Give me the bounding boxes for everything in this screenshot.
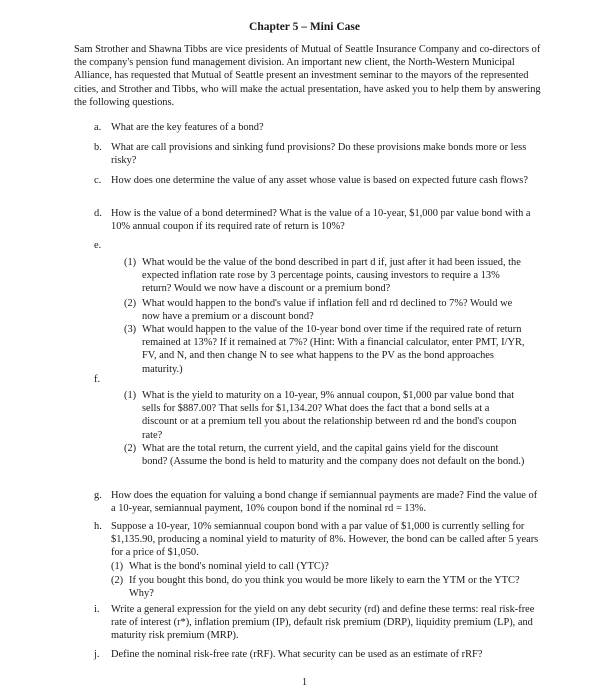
question-i-label: i. — [94, 604, 100, 615]
sub-text: What is the yield to maturity on a 10-year, 9% annual coupon, $1,000 par value bond that sells for $887.00? That sells for $1,134.20? What does the fact that a bond sells at a discount or at a premium tell you about the relationship between rd and the bond's coupon rate? — [142, 390, 517, 441]
question-g-label: g. — [94, 490, 102, 501]
sub-number: (1) — [111, 561, 124, 572]
sub-text: What would happen to the value of the 10-year bond over time if the required rate of return remained at 13%? If it remained at 7%? (Hint: With a financial calculator, enter PMT, I/YR, FV, and N, and then change N to see what happens to the PV as the bond approaches maturity.) — [142, 324, 525, 375]
question-h-label: h. — [94, 521, 102, 532]
question-c-label: c. — [94, 175, 102, 186]
sub-number: (3) — [124, 324, 137, 335]
question-a-text: What are the key features of a bond? — [111, 122, 264, 133]
sub-text: What are the total return, the current yield, and the capital gains yield for the discount bond? (Assume the bond is held to maturity and the company does not default on the bond.) — [142, 443, 525, 468]
sub-number: (2) — [124, 443, 137, 454]
question-e-label: e. — [94, 240, 102, 251]
sub-number: (1) — [124, 390, 137, 401]
sub-text: If you bought this bond, do you think you would be more likely to earn the YTM or the YTC? Why? — [129, 575, 520, 600]
question-b-label: b. — [94, 142, 102, 153]
intro-paragraph: Sam Strother and Shawna Tibbs are vice presidents of Mutual of Seattle Insurance Company and co-directors of the company's pension fund management division. An important new client, the North-Western Municipal Alliance, has requested that Mutual of Seattle present an investment seminar to the mayors of the represented cities, and Strother and Tibbs, who will make the actual presentation, have asked you to help them by answering the following questions. — [74, 44, 541, 108]
question-c-text: How does one determine the value of any asset whose value is based on expected future cash flows? — [111, 175, 528, 186]
sub-number: (2) — [111, 575, 124, 586]
question-j-label: j. — [94, 649, 100, 660]
sub-number: (2) — [124, 298, 137, 309]
question-d-text: How is the value of a bond determined? What is the value of a 10-year, $1,000 par value bond with a 10% annual coupon if its required rate of return is 10%? — [111, 208, 531, 233]
question-f-label: f. — [94, 374, 101, 385]
question-i-text: Write a general expression for the yield on any debt security (rd) and define these terms: real risk-free rate of interest (r*), inflation premium (IP), default risk premium (DRP), liquidity premium (LP), and maturity risk premium (MRP). — [111, 604, 535, 642]
question-g-text: How does the equation for valuing a bond change if semiannual payments are made? Find the value of a 10-year, semiannual payment, 10% coupon bond if the nominal rd = 13%. — [111, 490, 538, 515]
sub-text: What is the bond's nominal yield to call (YTC)? — [129, 561, 329, 572]
sub-text: What would be the value of the bond described in part d if, just after it had been issued, the expected inflation rate rose by 3 percentage points, causing investors to require a 13% return? Would we now have a discount or a premium bond? — [142, 257, 521, 295]
question-b-text: What are call provisions and sinking fund provisions? Do these provisions make bonds more or less risky? — [111, 142, 527, 167]
page-title: Chapter 5 – Mini Case — [249, 21, 360, 33]
question-d-label: d. — [94, 208, 102, 219]
question-a-label: a. — [94, 122, 102, 133]
sub-text: What would happen to the bond's value if inflation fell and rd declined to 7%? Would we now have a premium or a discount bond? — [142, 298, 513, 323]
sub-number: (1) — [124, 257, 137, 268]
question-j-text: Define the nominal risk-free rate (rRF). What security can be used as an estimate of rRF? — [111, 649, 483, 660]
question-h-text: Suppose a 10-year, 10% semiannual coupon bond with a par value of $1,000 is currently selling for $1,135.90, producing a nominal yield to maturity of 8%. However, the bond can be called after 5 years for a price of $1,050. — [111, 521, 539, 559]
page-number: 1 — [302, 677, 307, 688]
